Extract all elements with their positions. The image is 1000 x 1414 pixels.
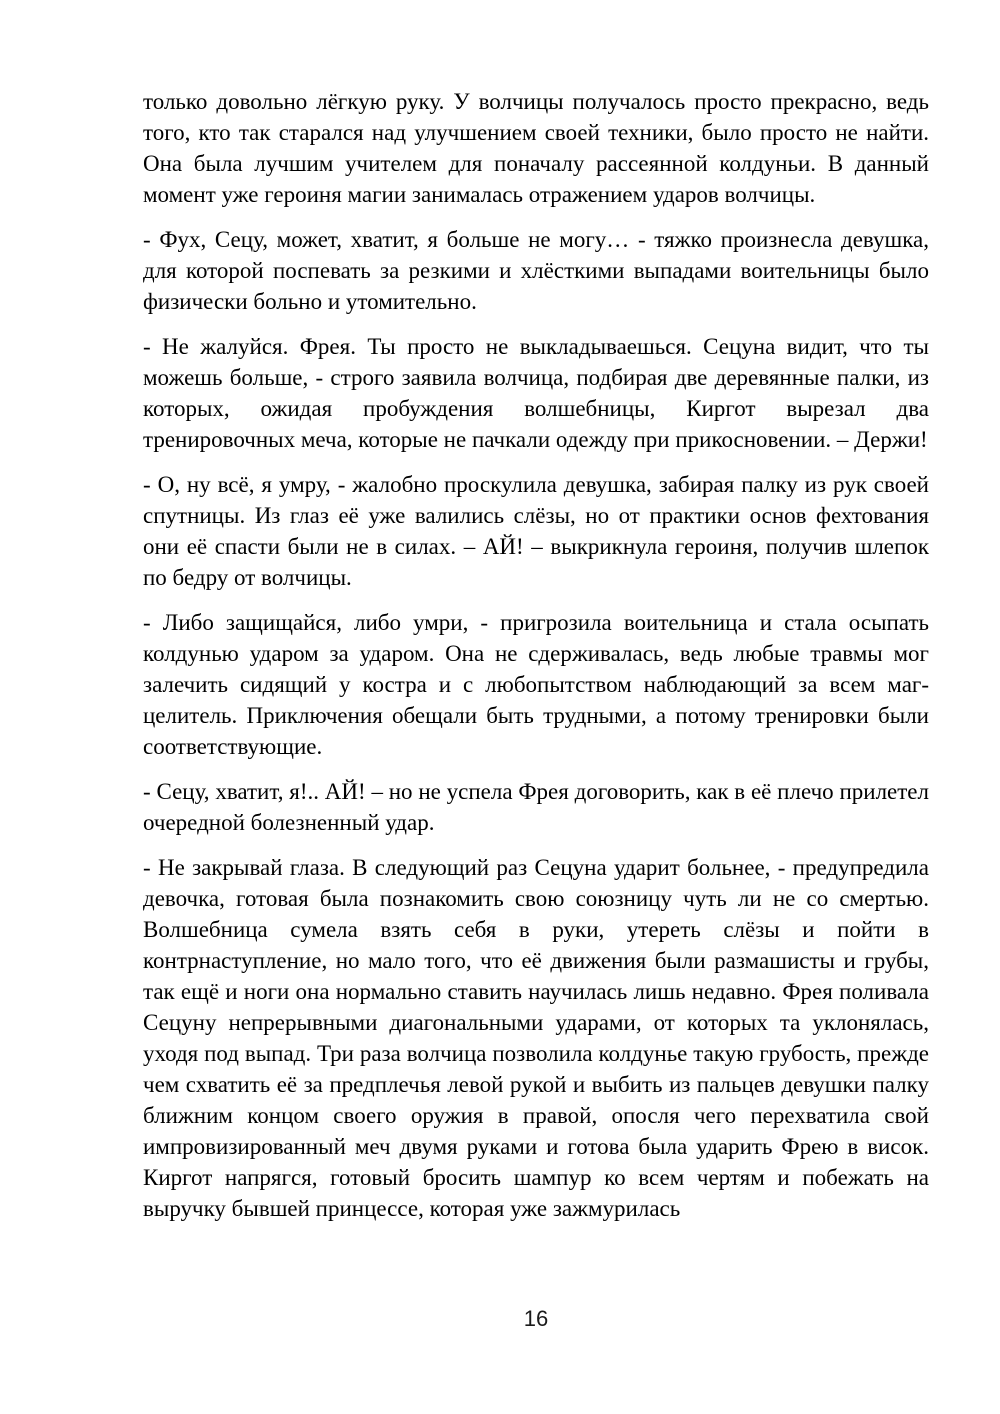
paragraph: только довольно лёгкую руку. У волчицы получалось просто прекрасно, ведь того, кто так старался над улучшением своей техники, было просто не найти. Она была лучшим учителем для поначалу рассеянной колдуньи. В данный момент уже героиня магии занималась отражением ударов волчицы. <box>143 89 929 207</box>
paragraph: - Либо защищайся, либо умри, - пригрозила воительница и стала осыпать колдунью ударом за ударом. Она не сдерживалась, ведь любые травмы мог залечить сидящий у костра и с любопытством наблюдающий за всем маг-целитель. Приключения обещали быть трудными, а потому тренировки были соответствующие. <box>143 610 929 759</box>
paragraph: - О, ну всё, я умру, - жалобно проскулила девушка, забирая палку из рук своей спутницы. Из глаз её уже валились слёзы, но от практики основ фехтования они её спасти были не в силах. – АЙ! – выкрикнула героиня, получив шлепок по бедру от волчицы. <box>143 472 929 590</box>
paragraph: - Сецу, хватит, я!.. АЙ! – но не успела Фрея договорить, как в её плечо прилетел очередной болезненный удар. <box>143 779 929 835</box>
body-text <box>143 86 929 1238</box>
paragraph: - Не закрывай глаза. В следующий раз Сецуна ударит больнее, - предупредила девочка, готовая была познакомить свою союзницу чуть ли не со смертью. Волшебница сумела взять себя в руки, утереть слёзы и пойти в контрнаступление, но мало того, что её движения были размашисты и грубы, так ещё и ноги она нормально ставить научилась лишь недавно. Фрея поливала Сецуну непрерывными диагональными ударами, от которых та уклонялась, уходя под выпад. Три раза волчица позволила колдунье такую грубость, прежде чем схватить её за предплечья левой рукой и выбить из пальцев девушки палку ближним концом своего оружия в правой, опосля чего перехватила свой импровизированный меч двумя руками и готова была ударить Фрею в висок. Киргот напрягся, готовый бросить шампур ко всем чертям и побежать на выручку бывшей принцессе, которая уже зажмурилась <box>143 855 929 1221</box>
paragraph: - Не жалуйся. Фрея. Ты просто не выкладываешься. Сецуна видит, что ты можешь больше, - строго заявила волчица, подбирая две деревянные палки, из которых, ожидая пробуждения волшебницы, Киргот вырезал два тренировочных меча, которые не пачкали одежду при прикосновении. – Держи! <box>143 334 929 452</box>
page-number: 16 <box>523 1306 549 1331</box>
paragraph: - Фух, Сецу, может, хватит, я больше не могу… - тяжко произнесла девушка, для которой поспевать за резкими и хлёсткими выпадами воительницы было физически больно и утомительно. <box>143 227 929 314</box>
